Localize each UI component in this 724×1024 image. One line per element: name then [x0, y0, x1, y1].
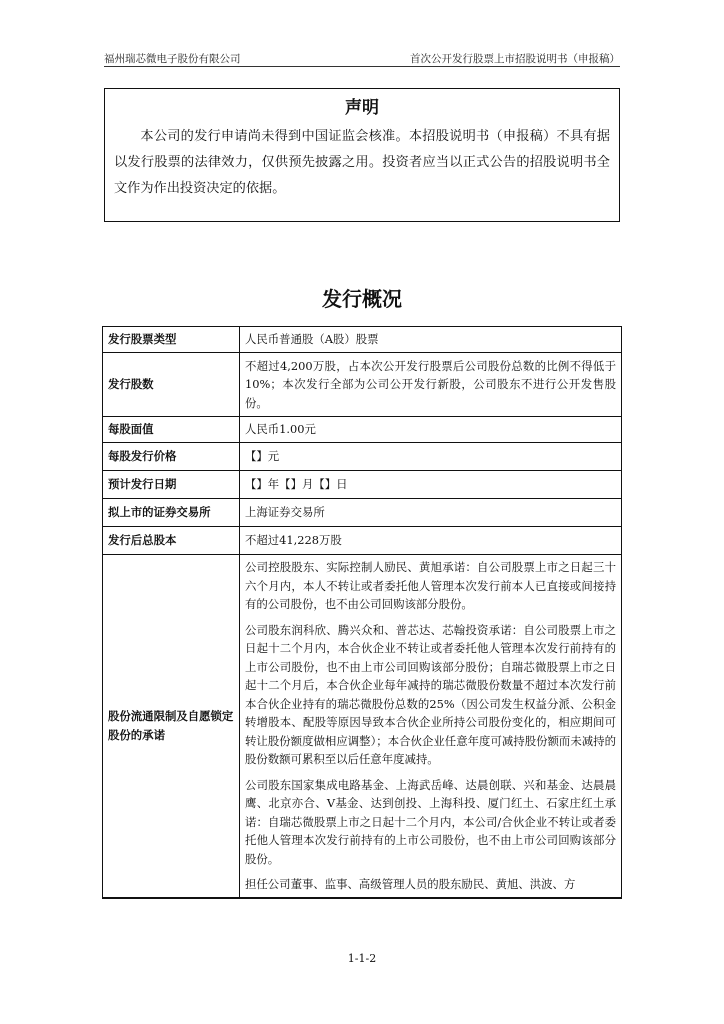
offering-table	[102, 326, 622, 899]
row-value: 不超过4,200万股，占本次公开发行股票后公司股份总数的比例不得低于10%；本次发行全部为公司公开发行新股，公司股东不进行公开发售股份。	[240, 353, 622, 417]
row-label: 发行后总股本	[103, 527, 240, 555]
section-title: 发行概况	[322, 287, 402, 311]
table-row	[103, 443, 622, 471]
table-row	[103, 471, 622, 499]
row-label: 预计发行日期	[103, 471, 240, 499]
lockup-paragraph: 担任公司董事、监事、高级管理人员的股东励民、黄旭、洪波、方	[245, 874, 616, 894]
page-number: 1-1-2	[347, 952, 377, 965]
row-label: 每股面值	[103, 417, 240, 443]
header-doc-title: 首次公开发行股票上市招股说明书（申报稿）	[410, 53, 620, 65]
table-row	[103, 417, 622, 443]
row-label: 拟上市的证券交易所	[103, 499, 240, 527]
declaration-title: 声明	[345, 98, 379, 118]
table-row	[103, 353, 622, 417]
row-value: 上海证券交易所	[240, 499, 622, 527]
row-label: 发行股数	[103, 353, 240, 417]
lockup-paragraph: 公司控股股东、实际控制人励民、黄旭承诺：自公司股票上市之日起三十六个月内，本人不转让或者委托他人管理本次发行前本人已直接或间接持有的公司股份，也不由公司回购该部分股份。	[245, 560, 616, 611]
lockup-paragraph: 公司股东润科欣、腾兴众和、普芯达、芯翰投资承诺：自公司股票上市之日起十二个月内，本合伙企业不转让或者委托他人管理本次发行前持有的上市公司股份，也不由上市公司回购该部分股份；自瑞芯微股票上市之日起十二个月后，本合伙企业每年减持的瑞芯微股份数量不超过本次发行前本合伙企业持有的瑞芯微股份总数的25%（因公司发生权益分派、公积金转增股本、配股等原因导致本合伙企业所持公司股份变化的，相应期间可转让股份额度做相应调整）；本合伙企业任意年度可减持股份额而未减持的股份数额可累积至以后任意年度减持。	[245, 620, 616, 769]
table-row	[103, 527, 622, 555]
lockup-label: 股份流通限制及自愿锁定股份的承诺	[103, 555, 240, 898]
row-value: 人民币1.00元	[240, 417, 622, 443]
lockup-value	[240, 555, 622, 898]
header-divider	[104, 66, 620, 67]
table-row	[103, 499, 622, 527]
row-value: 【】年【】月【】日	[240, 471, 622, 499]
row-value: 不超过41,228万股	[240, 527, 622, 555]
row-value: 人民币普通股（A股）股票	[240, 327, 622, 353]
declaration-box	[104, 88, 620, 222]
header-company: 福州瑞芯微电子股份有限公司	[104, 53, 241, 65]
row-label: 每股发行价格	[103, 443, 240, 471]
table-row	[103, 555, 622, 898]
row-label: 发行股票类型	[103, 327, 240, 353]
declaration-body: 本公司的发行申请尚未得到中国证监会核准。本招股说明书（申报稿）不具有据以发行股票的法律效力，仅供预先披露之用。投资者应当以正式公告的招股说明书全文作为作出投资决定的依据。	[114, 129, 610, 196]
table-row	[103, 327, 622, 353]
row-value: 【】元	[240, 443, 622, 471]
lockup-paragraph: 公司股东国家集成电路基金、上海武岳峰、达晨创联、兴和基金、达晨晨鹰、北京亦合、V基金、达到创投、上海科投、厦门红土、石家庄红土承诺：自瑞芯微股票上市之日起十二个月内，本公司/合伙企业不转让或者委托他人管理本次发行前持有的上市公司股份，也不由上市公司回购该部分股份。	[245, 775, 616, 869]
